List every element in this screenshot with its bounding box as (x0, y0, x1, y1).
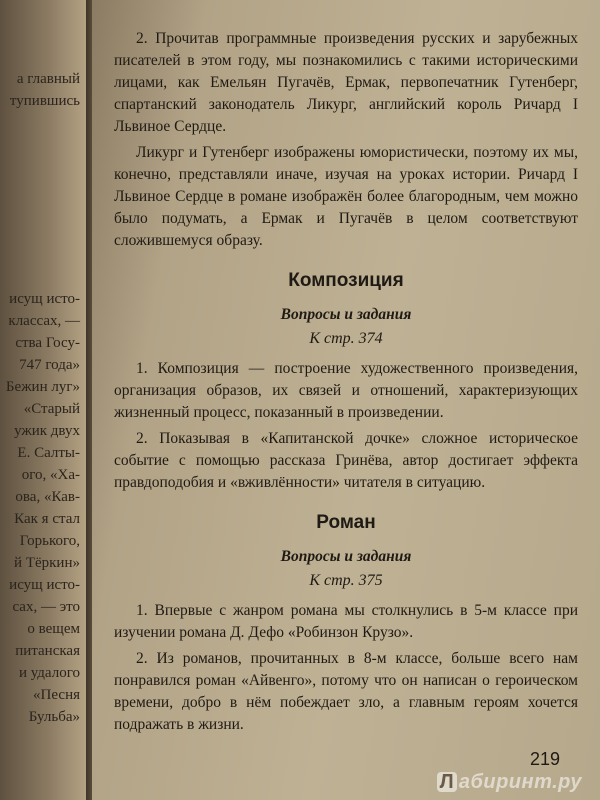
left-page-line: Горького, (19, 533, 80, 549)
left-page-line: ова, «Кав- (15, 489, 80, 505)
page-number: 219 (529, 749, 560, 769)
left-page-line: «Старый (23, 401, 80, 417)
left-page-line: классах, — (8, 313, 80, 329)
answer-item: 2. Показывая в «Капитанской дочке» сложное историческое событие с помощью рассказа Гринёва, автор достигает эффекта правдоподобия и «вживлённости» читателя в ситуацию. (114, 430, 578, 491)
answer-item: 2. Из романов, прочитанных в 8-м классе, больше всего нам понравился роман «Айвенго», потому что он написан о героическом времени, добро в нём побеждает зло, а главным героям хочется подражать в жизни. (114, 650, 578, 733)
left-page-line: Бежин луг» (5, 379, 80, 395)
right-page (92, 0, 600, 800)
left-page-line: сах, — это (12, 599, 80, 615)
left-page-line: ого, «Ха- (21, 467, 80, 483)
left-page-line: тупившись (9, 93, 80, 109)
page-reference: К стр. 374 (309, 330, 383, 347)
left-page-line: ужик двух (14, 423, 80, 439)
watermark (437, 771, 582, 794)
page-text (114, 28, 578, 740)
section-heading-composition: Композиция (288, 270, 404, 291)
left-page (0, 0, 86, 800)
section-subheading: Вопросы и задания (280, 548, 412, 565)
left-page-line: а главный (16, 71, 80, 87)
left-page-line: 747 года» (19, 357, 80, 373)
left-page-line: й Тёркин» (14, 555, 80, 571)
page-reference: К стр. 375 (309, 572, 383, 589)
paragraph-1: 2. Прочитав программные произведения русских и зарубежных писателей в этом году, мы познакомились с такими историческими лицами, как Емельян Пугачёв, Ермак, первопечатник Гутенберг, спартанский законодатель Ликург, английский король Ричард I Львиное Сердце. (114, 30, 578, 135)
left-page-line: исущ исто- (9, 577, 80, 593)
answer-item: 1. Композиция — построение художественного произведения, организация образов, их связей и отношений, характеризующих жизненный процесс, показанный в произведении. (114, 360, 578, 421)
left-page-line: Бульба» (28, 709, 80, 725)
left-page-line: ства Госу- (15, 335, 80, 351)
answer-item: 1. Впервые с жанром романа мы столкнулись в 5-м классе при изучении романа Д. Дефо «Робинзон Крузо». (114, 602, 578, 641)
section-heading-novel: Роман (316, 512, 376, 533)
left-page-line: питанская (15, 643, 80, 659)
watermark-text: абиринт.ру (458, 771, 582, 793)
section-subheading: Вопросы и задания (280, 306, 412, 323)
left-page-line: «Песня (33, 687, 80, 703)
paragraph-2: Ликург и Гутенберг изображены юмористически, поэтому их мы, конечно, представляли иначе, изучая на уроках истории. Ричард I Львиное Сердце в романе изображён более благородным, чем можно было подумать, а Ермак и Пугачёв в целом соответствуют сложившемуся образу. (114, 144, 578, 249)
left-page-line: исущ исто- (9, 291, 80, 307)
left-page-line: и удалого (18, 665, 80, 681)
left-page-line: о вещем (27, 621, 80, 637)
left-page-line: Как я стал (14, 511, 80, 527)
watermark-logo-icon: Л (437, 772, 457, 792)
left-page-line: Е. Салты- (17, 445, 80, 461)
